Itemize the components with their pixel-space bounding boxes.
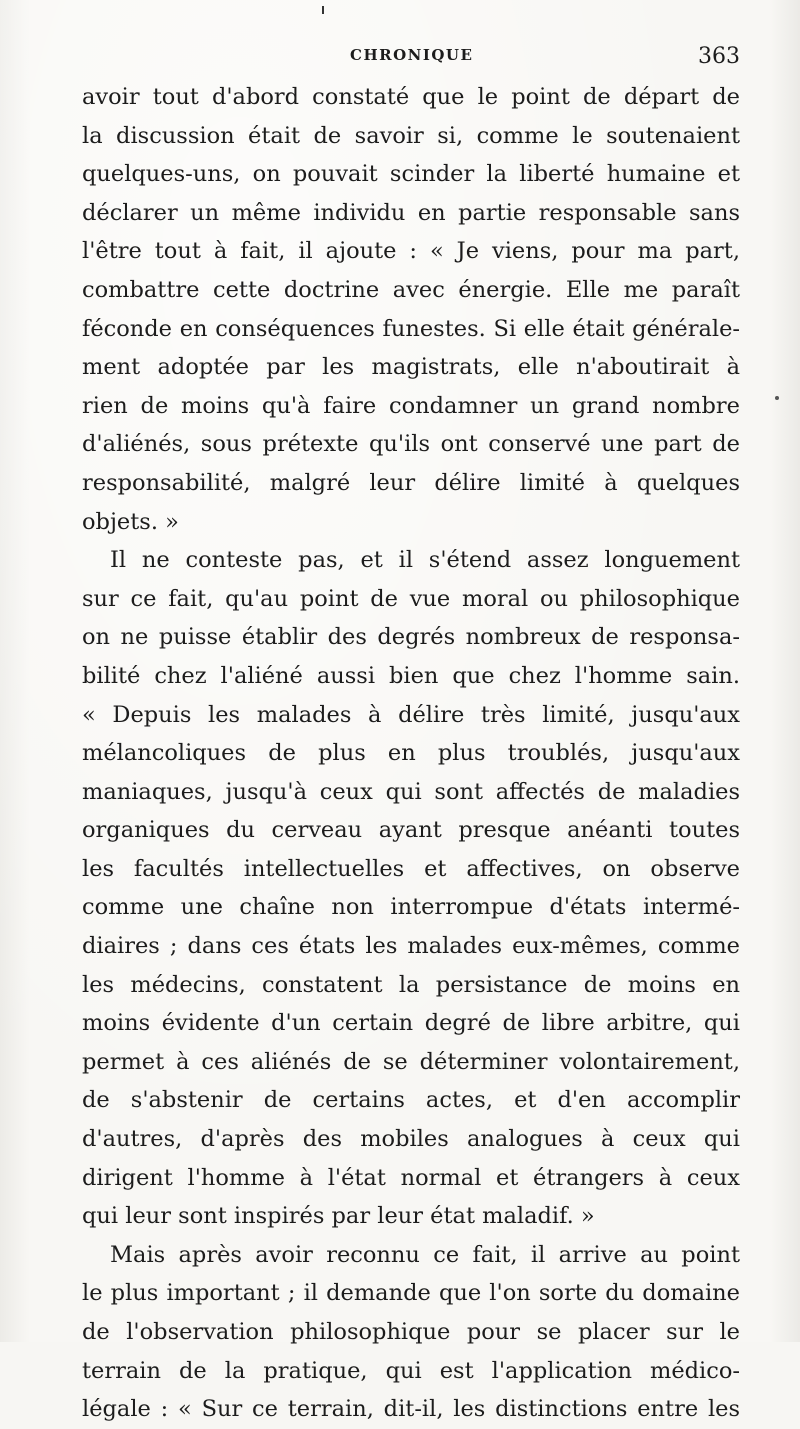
text-line: les facultés intellectuelles et affectives, on observe <box>82 855 740 882</box>
paragraph-start-line: Il ne conteste pas, et il s'étend assez longuement <box>110 547 740 574</box>
text-line: dirigent l'homme à l'état normal et étrangers à ceux <box>82 1164 740 1191</box>
text-line: moins évidente d'un certain degré de libre arbitre, qui <box>82 1010 740 1037</box>
text-line: on ne puisse établir des degrés nombreux de responsa- <box>82 624 740 651</box>
text-line: de l'observation philosophique pour se placer sur le <box>82 1319 740 1345</box>
page-number: 363 <box>698 44 740 69</box>
text-line: d'aliénés, sous prétexte qu'ils ont conservé une part de <box>82 431 740 458</box>
text-line: déclarer un même individu en partie responsable sans <box>82 199 740 226</box>
running-head: CHRONIQUE <box>350 46 474 64</box>
text-line: diaires ; dans ces états les malades eux-mêmes, comme <box>82 933 740 960</box>
page-header <box>80 44 740 74</box>
body-text <box>82 78 740 1429</box>
print-speck <box>775 396 779 400</box>
text-line: l'être tout à fait, il ajoute : « Je viens, pour ma part, <box>82 238 740 265</box>
text-line: sur ce fait, qu'au point de vue moral ou philosophique <box>82 585 740 612</box>
text-line: bilité chez l'aliéné aussi bien que chez l'homme sain. <box>82 662 740 689</box>
print-speck <box>322 6 324 14</box>
text-line: les médecins, constatent la persistance de moins en <box>82 971 740 998</box>
paragraph-start-line: Mais après avoir reconnu ce fait, il arrive au point <box>110 1241 740 1268</box>
text-line: de s'abstenir de certains actes, et d'en accomplir <box>82 1087 740 1114</box>
text-line: terrain de la pratique, qui est l'application médico- <box>82 1357 740 1384</box>
text-line: organiques du cerveau ayant presque anéanti toutes <box>82 817 740 844</box>
text-line: rien de moins qu'à faire condamner un grand nombre <box>82 392 740 419</box>
text-line: la discussion était de savoir si, comme le soutenaient <box>82 122 740 149</box>
text-line: permet à ces aliénés de se déterminer volontairement, <box>82 1048 740 1075</box>
text-line: quelques-uns, on pouvait scinder la liberté humaine et <box>82 161 740 188</box>
text-line: comme une chaîne non interrompue d'états intermé- <box>82 894 740 921</box>
text-line: maniaques, jusqu'à ceux qui sont affectés de maladies <box>82 778 740 805</box>
text-line: qui leur sont inspirés par leur état maladif. » <box>82 1203 595 1230</box>
text-line: responsabilité, malgré leur délire limité à quelques <box>82 469 740 496</box>
text-line: d'autres, d'après des mobiles analogues à ceux qui <box>82 1126 740 1153</box>
text-line: avoir tout d'abord constaté que le point de départ de <box>82 84 740 110</box>
text-line: le plus important ; il demande que l'on sorte du domaine <box>82 1280 740 1307</box>
text-line: objets. » <box>82 508 179 535</box>
text-line: combattre cette doctrine avec énergie. Elle me paraît <box>82 276 740 303</box>
text-line: légale : « Sur ce terrain, dit-il, les distinctions entre les <box>82 1396 740 1423</box>
text-line: « Depuis les malades à délire très limité, jusqu'aux <box>82 701 740 728</box>
text-line: ment adoptée par les magistrats, elle n'aboutirait à <box>82 354 740 381</box>
text-line: féconde en conséquences funestes. Si elle était générale- <box>82 315 740 342</box>
text-line: mélancoliques de plus en plus troublés, jusqu'aux <box>82 740 740 767</box>
